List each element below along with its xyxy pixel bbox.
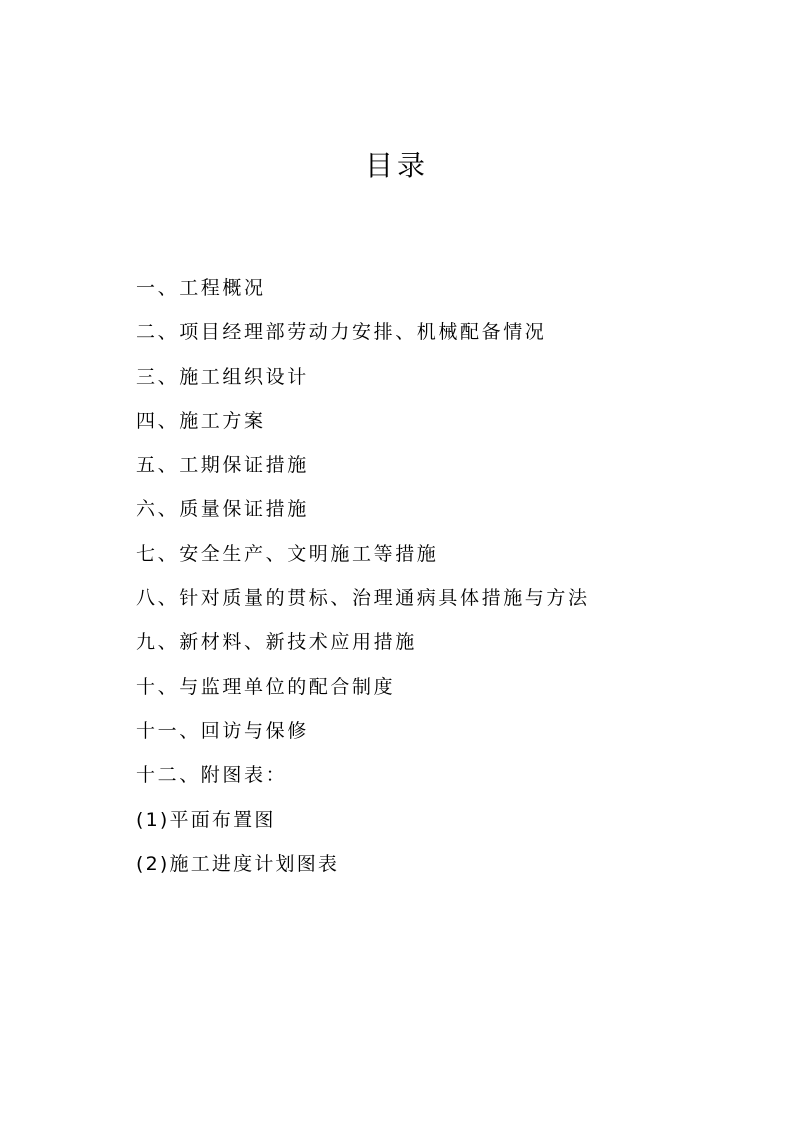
toc-item-4: 四、施工方案 — [136, 409, 266, 432]
toc-item-10: 十、与监理单位的配合制度 — [136, 675, 396, 698]
toc-item-8: 八、针对质量的贯标、治理通病具体措施与方法 — [136, 587, 590, 610]
toc-item-12: 十二、附图表： — [136, 764, 288, 787]
toc-item-5: 五、工期保证措施 — [136, 454, 309, 477]
toc-item-2: 二、项目经理部劳动力安排、机械配备情况 — [136, 321, 547, 344]
page-title: 目录 — [364, 149, 429, 182]
toc-item-6: 六、质量保证措施 — [136, 498, 309, 521]
toc-subitem-1: (1)平面布置图 — [136, 808, 276, 831]
toc-subitem-2: (2)施工进度计划图表 — [136, 852, 340, 875]
toc-item-11: 十一、回访与保修 — [136, 719, 309, 742]
toc-item-7: 七、安全生产、文明施工等措施 — [136, 542, 439, 565]
table-of-contents — [136, 266, 756, 886]
toc-item-9: 九、新材料、新技术应用措施 — [136, 631, 417, 654]
toc-item-3: 三、施工组织设计 — [136, 365, 309, 388]
toc-item-1: 一、工程概况 — [136, 277, 266, 299]
